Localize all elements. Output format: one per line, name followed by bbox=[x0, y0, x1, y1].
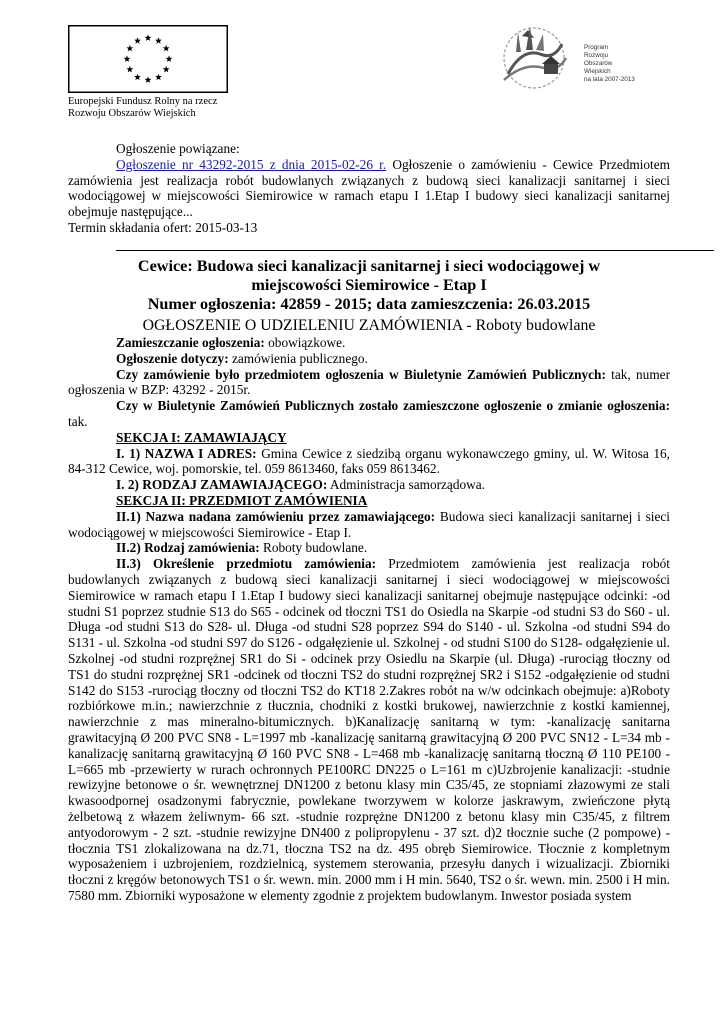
section1-type-row bbox=[68, 477, 670, 493]
related-notice-link[interactable]: Ogłoszenie nr 43292-2015 z dnia 2015-02-26 r. bbox=[116, 156, 387, 172]
notice-body bbox=[68, 335, 670, 904]
section2-desc-value: Przedmiotem zamówienia jest realizacja robót budowlanych związanych z budową sieci kanalizacji sanitarnej i sieci wodociągowej w miejscowości Siemirowice w ramach etapu I 1.Etap I budowy sieci kanalizacji sanitarnej obejmuje następujące odcinki: -od studni S1 poprzez studnie S13 do S65 - odcinek od tłoczni TS1 do Osiedla na Skarpie -od studni S3 do S60 - ul. Długa -od studni S13 do S28- ul. Długa -od studni S28 poprzez S94 do S140 - ul. Szkolna -od studni S94 do S131 - ul. Szkolna -od studni S97 do S126 - odgałęzienie ul. Szkolnej - od studni S100 do S128- odgałęzienie ul. Szkolnej -od studni rozprężnej SR1 do Si - odcinek przy Osiedlu na Skarpie (ul. Długa) -rurociąg tłoczny od TS1 do studni rozprężnej SR1 -odcinek od tłoczni TS2 do studni rozprężnej SR2 i S152 -odgałęzienie od studni S142 do S153 -rurociąg tłoczny od tłoczni TS2 do KT18 2.Zakres robót na w/w odcinkach obejmuje: a)Roboty rozbiórkowe m.in.; nawierzchnie z tłucznia, chodniki z kostki brukowej, nawierzchnie z kostki kamiennej, nawierzchnie z mas mineralno-bitumicznych. b)Kanalizację sanitarną w tym: -kanalizację sanitarna grawitacyjną Ø 200 PVC SN8 - L=1997 mb -kanalizację sanitarną grawitacyjną Ø 200 PVC SN12 - L=34 mb -kanalizację sanitarną grawitacyjną Ø 160 PVC SN8 - L=468 mb -kanalizację sanitarną tłoczną Ø 110 PE100 - L=665 mb -przewierty w rurach ochronnych PE100RC DN225 o L=161 m c)Uzbrojenie kanalizacji: -studnie rewizyjne betonowe o śr. wewnętrznej DN1200 z betonu klasy min C35/45, ze stopniami złazowymi ze stali kwasoodpornej osadzonymi fabrycznie, powlekane tworzywem w kolorze jaskrawym, zwieńczone płytą żelbetową z włazem żeliwnym- 66 szt. -studnie rozprężne DN1200 z betonu klasy min C35/45, z filtrem antyodorowym - 2 szt. -studnie rewizyjne DN400 z polipropylenu - 37 szt. d)2 tłocznie suche (2 pompowe) - tłocznia TS1 zlokalizowana na dz.71, tłoczna TS2 na dz. 495 obręb Siemirowice. Tłocznie z kompletnym wyposażeniem i uzbrojeniem, rozdzielnicą, systemem sterowania, przesyłu danych i wizualizacji. Zbiorniki tłoczni z kręgów betonowych TS1 o śr. wewn. min. 2000 mm i H min. 5640, TS2 o śr. wewn. min. 2500 i H min. 7580 mm. Zbiorniki wyposażone w elementy zgodnie z projektem budowlanym. Inwestor posiada system bbox=[68, 556, 670, 903]
related-deadline: Termin składania ofert: 2015-03-13 bbox=[68, 219, 258, 235]
section1-type-label: I. 2) RODZAJ ZAMAWIAJĄCEGO: bbox=[116, 477, 328, 493]
bzp-row bbox=[68, 367, 670, 399]
eu-caption-line: Europejski Fundusz Rolny na rzecz bbox=[68, 96, 218, 107]
section2-name-label: II.1) Nazwa nadana zamówieniu przez zamawiającego: bbox=[116, 508, 436, 524]
concerns-label: Ogłoszenie dotyczy: bbox=[116, 350, 229, 366]
section1-name-row bbox=[68, 446, 670, 478]
prow-caption-line: Wiejskich bbox=[584, 68, 611, 75]
section2-desc-label: II.3) Określenie przedmiotu zamówienia: bbox=[116, 556, 377, 572]
prow-caption bbox=[584, 44, 635, 84]
section1-name-label: I. 1) NAZWA I ADRES: bbox=[116, 445, 257, 461]
eu-logo bbox=[68, 25, 228, 93]
related-label: Ogłoszenie powiązane: bbox=[116, 141, 240, 156]
prow-caption-line: Obszarów bbox=[584, 60, 613, 67]
eu-caption bbox=[68, 96, 258, 120]
section2-kind-value: Roboty budowlane. bbox=[259, 540, 368, 556]
section2-desc-row bbox=[68, 556, 670, 904]
section1-type-value: Administracja samorządowa. bbox=[327, 477, 485, 493]
eu-caption-line: Rozwoju Obszarów Wiejskich bbox=[68, 108, 196, 119]
horizontal-rule bbox=[116, 250, 714, 251]
notice-type: OGŁOSZENIE O UDZIELENIU ZAMÓWIENIA - Roboty budowlane bbox=[142, 317, 596, 334]
related-notice bbox=[68, 141, 670, 236]
notice-title-line: Cewice: Budowa sieci kanalizacji sanitarnej i sieci wodociągowej w bbox=[137, 257, 601, 275]
change-answer: tak. bbox=[68, 413, 88, 429]
prow-caption-line: Rozwoju bbox=[584, 52, 609, 59]
section2-kind-row bbox=[68, 540, 670, 556]
related-paragraph bbox=[68, 157, 670, 220]
prow-emblem-icon bbox=[488, 14, 588, 94]
section1-heading: SEKCJA I: ZAMAWIAJĄCY bbox=[116, 429, 287, 445]
notice-number-line: Numer ogłoszenia: 42859 - 2015; data zamieszczenia: 26.03.2015 bbox=[147, 295, 591, 313]
prow-caption-line: Program bbox=[584, 44, 609, 51]
section2-name-row bbox=[68, 509, 670, 541]
concerns-value: zamówienia publicznego. bbox=[228, 350, 368, 366]
notice-title-line: miejscowości Siemirowice - Etap I bbox=[251, 276, 487, 294]
section2-name-value: Budowa sieci kanalizacji sanitarnej i sieci wodociągowej w miejscowości Siemirowice - Etap I. bbox=[68, 508, 670, 540]
related-text: Ogłoszenie o zamówieniu - Cewice Przedmiotem zamówienia jest realizacja robót budowlanych związanych z budową sieci kanalizacji sanitarnej i sieci wodociągowej w miejscowości Siemirowice w ramach etapu I 1.Etap I budowy sieci kanalizacji sanitarnej obejmuje następujące... bbox=[68, 156, 670, 220]
section2-heading: SEKCJA II: PRZEDMIOT ZAMÓWIENIA bbox=[116, 492, 368, 508]
section1-name-value: Gmina Cewice z siedzibą organu wykonawczego gminy, ul. W. Witosa 16, 84-312 Cewice, woj. pomorskie, tel. 059 8613460, faks 059 8613462. bbox=[68, 445, 670, 477]
bzp-question: Czy zamówienie było przedmiotem ogłoszenia w Biuletynie Zamówień Publicznych: bbox=[116, 366, 606, 382]
section2-kind-label: II.2) Rodzaj zamówienia: bbox=[116, 540, 260, 556]
bzp-answer: tak, numer ogłoszenia w BZP: 43292 - 2015r. bbox=[68, 366, 670, 398]
prow-caption-line: na lata 2007-2013 bbox=[584, 76, 635, 83]
change-row bbox=[68, 398, 670, 430]
placement-value: obowiązkowe. bbox=[264, 335, 346, 350]
concerns-row bbox=[68, 351, 670, 367]
placement-label: Zamieszczanie ogłoszenia: bbox=[116, 335, 265, 350]
eu-flag-icon bbox=[68, 25, 228, 93]
change-question: Czy w Biuletynie Zamówień Publicznych zostało zamieszczone ogłoszenie o zmianie ogłoszenia: bbox=[116, 398, 670, 414]
notice-title bbox=[68, 257, 670, 314]
placement-row bbox=[68, 335, 670, 351]
